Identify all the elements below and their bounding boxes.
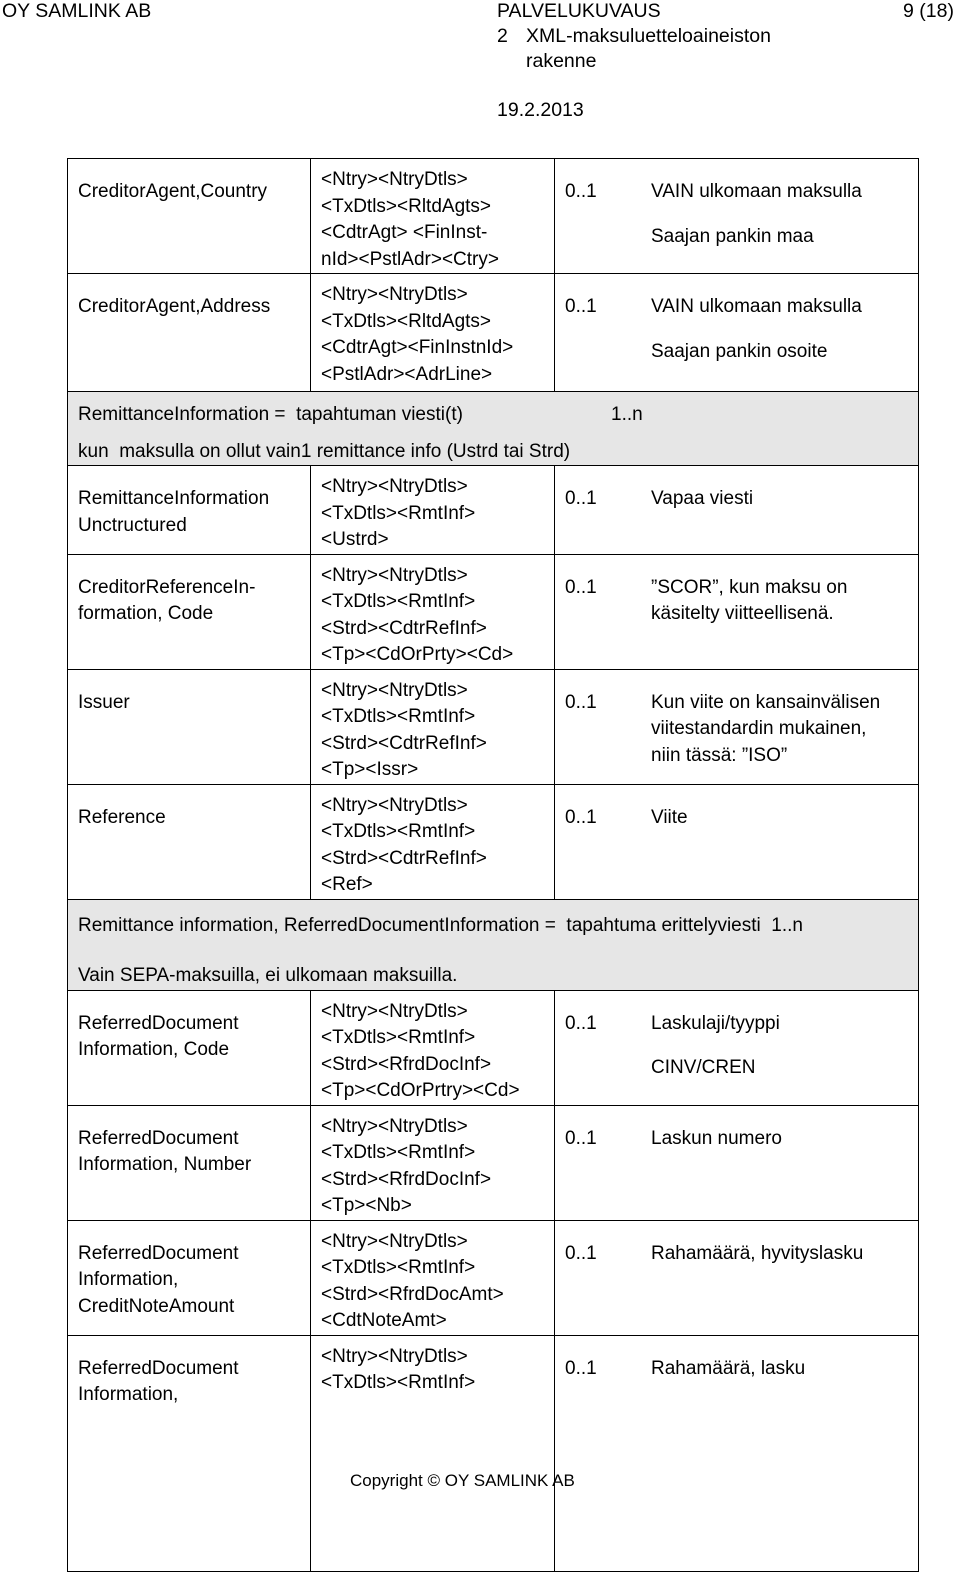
field-name-line: ReferredDocument (78, 1127, 239, 1149)
description-cell (555, 274, 919, 392)
xml-structure-table (67, 158, 919, 1572)
field-name-line: Information, Number (78, 1154, 252, 1175)
copyright-label: Copyright (350, 1471, 423, 1490)
description-cell (555, 1105, 919, 1220)
field-name-line: Issuer (78, 691, 130, 713)
multiplicity: 0..1 (565, 576, 597, 598)
description-line: Kun viite on kansainvälisen (651, 691, 881, 713)
xml-tags-cell (311, 784, 555, 899)
xml-tag-line: <TxDtls><RmtInf> (321, 706, 476, 727)
description-line: Vapaa viesti (651, 488, 754, 509)
table-row (68, 159, 919, 274)
xml-tag-line: <PstlAdr><AdrLine> (321, 363, 493, 385)
section2-subtitle: Vain SEPA-maksuilla, ei ulkomaan maksuilla. (78, 965, 458, 986)
field-name-cell (68, 669, 311, 784)
multiplicity: 0..1 (565, 806, 597, 828)
xml-tag-line: <TxDtls><RmtInf> (321, 1372, 476, 1393)
xml-tag-line: <TxDtls><RltdAgts> (321, 310, 492, 332)
description-line: viitestandardin mukainen, (651, 718, 867, 739)
description-line: VAIN ulkomaan maksulla (651, 296, 862, 317)
field-name-cell (68, 159, 311, 274)
xml-tags-cell (311, 1220, 555, 1335)
xml-tag-line: <Ref> (321, 874, 373, 895)
description-cell (555, 784, 919, 899)
field-name-cell (68, 554, 311, 669)
footer-copyright (350, 1470, 575, 1492)
description-line: Rahamäärä, hyvityslasku (651, 1242, 864, 1264)
description-line: Rahamäärä, lasku (651, 1357, 806, 1379)
description-line: Laskun numero (651, 1127, 782, 1149)
xml-tag-line: <Ustrd> (321, 529, 389, 550)
xml-tags-cell (311, 274, 555, 392)
xml-tag-line: <CdtrAgt> <FinInst- (321, 222, 488, 243)
xml-tag-line: <Ntry><NtryDtls> (321, 679, 468, 701)
description-line: Saajan pankin osoite (651, 340, 828, 362)
description-line (651, 206, 862, 224)
xml-tag-line: <TxDtls><RltdAgts> (321, 195, 492, 217)
company-name: OY SAMLINK AB (2, 0, 152, 22)
xml-tag-line: <TxDtls><RmtInf> (321, 591, 476, 612)
xml-tag-line: <Ntry><NtryDtls> (321, 284, 468, 305)
field-name-line: ReferredDocument (78, 1357, 239, 1379)
table-row (68, 1335, 919, 1571)
section1-subtitle: kun maksulla on ollut vain1 remittance info (Ustrd tai Strd) (78, 440, 571, 462)
xml-tags-cell (311, 1335, 555, 1571)
section1-title: RemittanceInformation = tapahtuman viesti(t) (78, 404, 463, 425)
field-name-cell (68, 1335, 311, 1571)
xml-tag-line: <TxDtls><RmtInf> (321, 1142, 476, 1163)
document-date: 19.2.2013 (497, 99, 584, 121)
section-row (68, 899, 919, 990)
field-name-line: ReferredDocument (78, 1242, 239, 1264)
table-row (68, 990, 919, 1105)
xml-tag-line: <Strd><RfrdDocInf> (321, 1168, 492, 1190)
table-row (68, 466, 919, 555)
multiplicity: 0..1 (565, 691, 597, 713)
section2-title: Remittance information, ReferredDocumentInformation = tapahtuma erittelyviesti 1..n (78, 914, 803, 936)
description-cell (555, 466, 919, 555)
table-row (68, 784, 919, 899)
xml-tag-line: <TxDtls><RmtInf> (321, 1027, 476, 1048)
xml-tag-line: <CdtrAgt><FinInstnId> (321, 337, 514, 358)
multiplicity: 0..1 (565, 1357, 597, 1379)
table-row (68, 669, 919, 784)
multiplicity: 0..1 (565, 488, 597, 509)
description-line: Viite (651, 806, 688, 828)
document-type: PALVELUKUVAUS (497, 0, 661, 22)
description-cell (555, 1335, 919, 1571)
field-name-cell (68, 466, 311, 555)
table-row (68, 1105, 919, 1220)
field-name-line: CreditorReferenceIn- (78, 576, 256, 598)
description-line (651, 321, 862, 339)
field-name-line: Reference (78, 806, 166, 828)
field-name-line: Information, (78, 1269, 179, 1290)
field-name-line: CreditNoteAmount (78, 1295, 235, 1317)
description-cell (555, 1220, 919, 1335)
xml-tags-cell (311, 990, 555, 1105)
xml-tag-line: <TxDtls><RmtInf> (321, 1257, 476, 1278)
table-row (68, 1220, 919, 1335)
field-name-cell (68, 274, 311, 392)
field-name-line: CreditorAgent,Address (78, 296, 271, 317)
field-name-cell (68, 784, 311, 899)
xml-tag-line: <TxDtls><RmtInf> (321, 502, 476, 524)
table-row (68, 554, 919, 669)
section-title-line-1: XML-maksuluetteloaineiston (526, 25, 771, 47)
multiplicity: 0..1 (565, 1012, 597, 1034)
xml-tag-line: <Ntry><NtryDtls> (321, 794, 468, 816)
xml-tags-cell (311, 466, 555, 555)
xml-tag-line: <Strd><CdtrRefInf> (321, 847, 487, 869)
description-cell (555, 554, 919, 669)
description-cell (555, 990, 919, 1105)
xml-tag-line: <Strd><RfrdDocAmt> (321, 1283, 504, 1305)
xml-tag-line: <Tp><Issr> (321, 759, 419, 780)
xml-tag-line: <Strd><RfrdDocInf> (321, 1053, 492, 1075)
multiplicity: 0..1 (565, 296, 597, 317)
multiplicity: 0..1 (565, 181, 597, 202)
field-name-line: formation, Code (78, 603, 214, 624)
xml-tag-line: nId><PstlAdr><Ctry> (321, 248, 499, 270)
field-name-line: Information, Code (78, 1039, 230, 1060)
field-name-line: CreditorAgent,Country (78, 181, 268, 202)
xml-tags-cell (311, 669, 555, 784)
xml-tags-cell (311, 554, 555, 669)
field-name-cell (68, 1220, 311, 1335)
field-name-cell (68, 1105, 311, 1220)
xml-tag-line: <Ntry><NtryDtls> (321, 1345, 468, 1367)
section-row (68, 392, 919, 466)
xml-tag-line: <Strd><CdtrRefInf> (321, 617, 487, 639)
field-name-line: ReferredDocument (78, 1012, 239, 1034)
multiplicity: 0..1 (565, 1242, 597, 1264)
description-line: Laskulaji/tyyppi (651, 1012, 780, 1034)
xml-tag-line: <Tp><CdOrPrtry><Cd> (321, 1080, 520, 1101)
xml-tag-line: <Ntry><NtryDtls> (321, 169, 468, 190)
section1-multiplicity: 1..n (611, 404, 643, 425)
xml-tag-line: <Strd><CdtrRefInf> (321, 732, 487, 754)
copyright-company: OY SAMLINK AB (444, 1471, 575, 1490)
section-header-cell (68, 899, 919, 990)
description-line: käsitelty viitteellisenä. (651, 603, 834, 624)
description-line: ”SCOR”, kun maksu on (651, 576, 848, 598)
page-number: 9 (18) (903, 0, 954, 22)
description-line: VAIN ulkomaan maksulla (651, 181, 862, 202)
section-title-line-2: rakenne (526, 50, 597, 72)
field-name-line: Information, (78, 1384, 179, 1405)
xml-tag-line: <TxDtls><RmtInf> (321, 821, 476, 842)
multiplicity: 0..1 (565, 1127, 597, 1149)
description-line: Saajan pankin maa (651, 225, 814, 247)
description-cell (555, 159, 919, 274)
xml-tag-line: <Ntry><NtryDtls> (321, 476, 468, 497)
section-number: 2 (497, 25, 508, 47)
xml-tags-cell (311, 1105, 555, 1220)
copyright-symbol: © (427, 1471, 441, 1490)
description-line (651, 1037, 780, 1055)
xml-tag-line: <Ntry><NtryDtls> (321, 1000, 468, 1022)
xml-tags-cell (311, 159, 555, 274)
description-cell (555, 669, 919, 784)
description-line: niin tässä: ”ISO” (651, 744, 788, 766)
field-name-line: Unctructured (78, 514, 187, 536)
section-header-cell (68, 392, 919, 466)
field-name-line: RemittanceInformation (78, 488, 270, 509)
xml-tag-line: <CdtNoteAmt> (321, 1310, 447, 1331)
description-line: CINV/CREN (651, 1057, 756, 1078)
xml-tag-line: <Ntry><NtryDtls> (321, 1115, 468, 1137)
field-name-cell (68, 990, 311, 1105)
xml-tag-line: <Ntry><NtryDtls> (321, 564, 468, 586)
table-row (68, 274, 919, 392)
xml-tag-line: <Tp><CdOrPrty><Cd> (321, 644, 514, 665)
xml-tag-line: <Ntry><NtryDtls> (321, 1230, 468, 1252)
xml-tag-line: <Tp><Nb> (321, 1195, 412, 1216)
